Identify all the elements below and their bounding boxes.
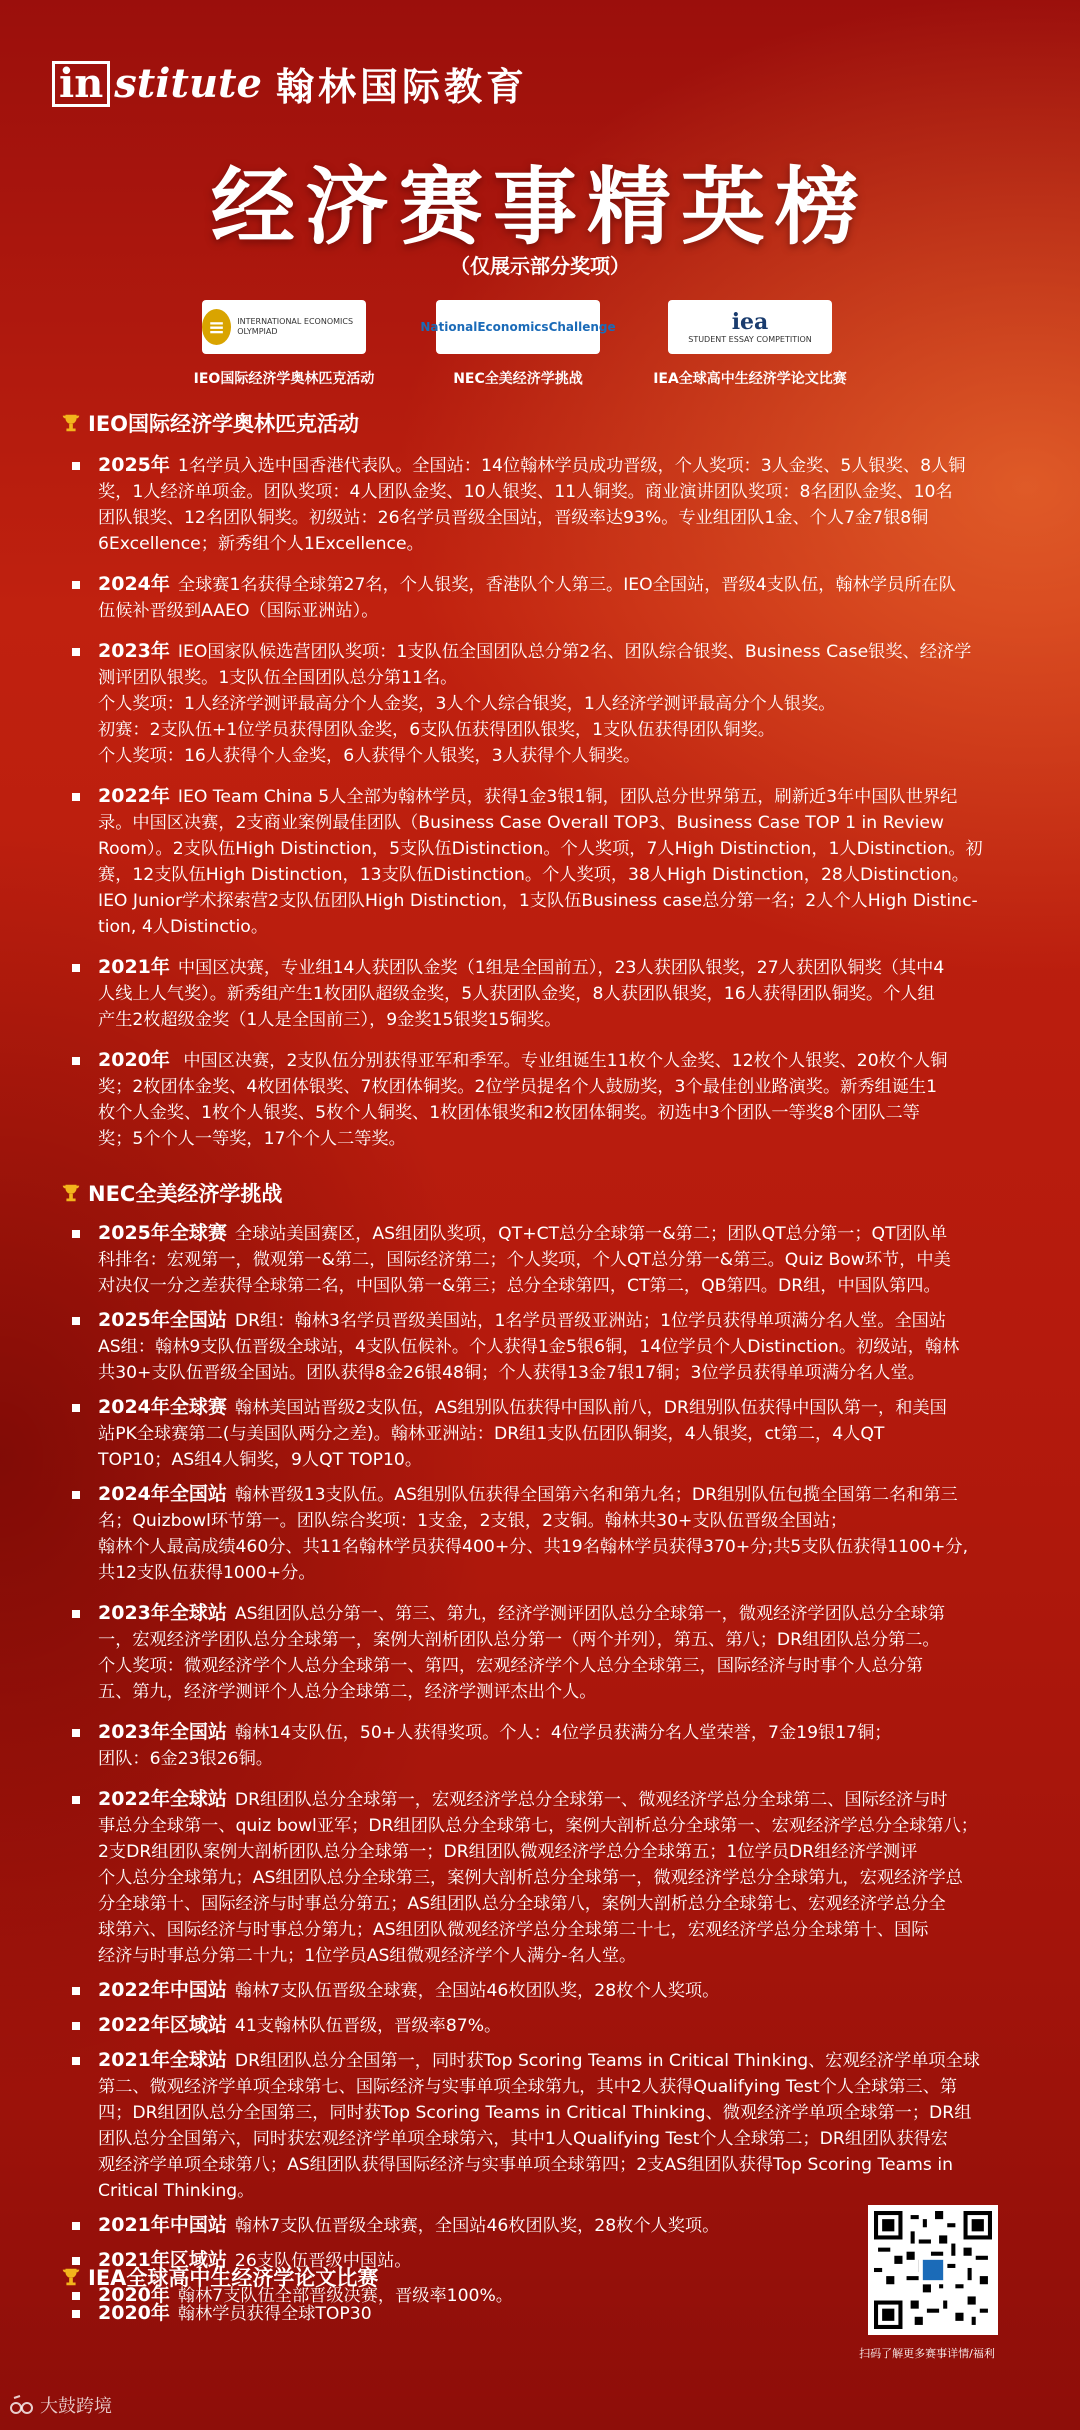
entry-line: 观经济学单项全球第八；AS组团队获得国际经济与实事单项全球第四；2支AS组团队获得Top Scoring Teams in xyxy=(98,2155,953,2175)
list-item xyxy=(60,2012,1050,2039)
entry-year: 2020年 xyxy=(98,2284,170,2306)
list-item xyxy=(60,1719,1050,1772)
ieo-logo-icon: ≡ xyxy=(202,309,231,345)
entry-year: 2021年全球站 xyxy=(98,2049,227,2071)
entry-line: AS组：翰林9支队伍晋级全球站，4支队伍候补。个人获得1金5银6铜，14位学员个人Distinction。初级站，翰林 xyxy=(98,1337,960,1357)
entry-line: 41支翰林队伍晋级，晋级率87%。 xyxy=(234,2016,502,2036)
entry-line: 初赛：2支队伍+1位学员获得团队金奖，6支队伍获得团队银奖，1支队伍获得团队铜奖。 xyxy=(98,720,775,740)
list-item xyxy=(60,1600,1050,1705)
entry-line: 五、第九，经济学测评个人总分全球第二，经济学测评杰出个人。 xyxy=(98,1682,597,1702)
qr-label: 扫码了解更多赛事详情/福利 xyxy=(859,2347,995,2360)
page-subtitle: （仅展示部分奖项） xyxy=(450,254,630,278)
list-item xyxy=(60,2047,1050,2204)
entry-line: 经济与时事总分第二十九；1位学员AS组微观经济学个人满分-名人堂。 xyxy=(98,1946,637,1966)
entry-year: 2022年区域站 xyxy=(98,2014,227,2036)
entry-year: 2021年 xyxy=(98,956,170,978)
entry-line: IEO Junior学术探索营2支队伍团队High Distinction，1支队伍Business case总分第一名；2人个人High Distinc- xyxy=(98,891,978,911)
entry-line: 人线上人气奖）。新秀组产生1枚团队超级金奖，5人获团队金奖，8人获团队银奖，16人获得团队铜奖。个人组 xyxy=(98,984,935,1004)
ieo-logo-text: INTERNATIONAL ECONOMICS OLYMPIAD xyxy=(237,317,354,336)
brand-logo-word: stitute xyxy=(114,60,262,107)
bullet-icon xyxy=(72,964,80,972)
entry-line: 赛，12支队伍High Distinction，13支队伍Distinction。个人奖项，38人High Distinction，28人Distinction。 xyxy=(98,865,969,885)
section-heading-nec xyxy=(60,1178,282,1208)
entry-line: 团队总分全国第六，同时获宏观经济学单项全球第六，其中1人Qualifying Test个人全球第二；DR组团队获得宏 xyxy=(98,2129,948,2149)
entry-year: 2024年 xyxy=(98,573,170,595)
entry-year: 2025年 xyxy=(98,454,170,476)
bullet-icon xyxy=(72,2292,80,2300)
nec-entries xyxy=(60,1220,1050,2317)
entry-year: 2022年 xyxy=(98,785,170,807)
competition-logos xyxy=(0,300,1080,390)
entry-line: IEO Team China 5人全部为翰林学员，获得1金3银1铜，团队总分世界第五，刷新近3年中国队世界纪 xyxy=(177,787,958,807)
entry-year: 2021年中国站 xyxy=(98,2214,227,2236)
entry-line: 球第六、国际经济与时事总分第九；AS组团队微观经济学总分全球第二十七，宏观经济学总分全球第十、国际 xyxy=(98,1920,929,1940)
section-heading-ieo xyxy=(60,408,359,438)
entry-line: 翰林学员获得全球TOP30 xyxy=(177,2304,372,2324)
bullet-icon xyxy=(72,581,80,589)
entry-line: 共30+支队伍晋级全国站。团队获得8金26银48铜；个人获得13金7银17铜；3位学员获得单项满分名人堂。 xyxy=(98,1363,925,1383)
entry-line: tion, 4人Distinctio。 xyxy=(98,917,269,937)
entry-line: 2支DR组团队案例大剖析团队总分全球第一；DR组团队微观经济学总分全球第五；1位学员DR组经济学测评 xyxy=(98,1842,918,1862)
entry-year: 2024年全国站 xyxy=(98,1483,227,1505)
trophy-icon xyxy=(60,1182,82,1204)
entry-line: DR组：翰林3名学员晋级美国站，1名学员晋级亚洲站；1位学员获得单项满分名人堂。全国站 xyxy=(234,1311,947,1331)
entry-line: 团队：6金23银26铜。 xyxy=(98,1749,273,1769)
bullet-icon xyxy=(72,2057,80,2065)
bullet-icon xyxy=(72,2022,80,2030)
entry-line: 奖；5个个人一等奖，17个个人二等奖。 xyxy=(98,1129,406,1149)
entry-year: 2023年全国站 xyxy=(98,1721,227,1743)
entry-line: 奖；2枚团体金奖、4枚团体银奖、7枚团体铜奖。2位学员提名个人鼓励奖，3个最佳创业路演奖。新秀组诞生1 xyxy=(98,1077,938,1097)
entry-line: 翰林7支队伍全部晋级决赛，晋级率100%。 xyxy=(177,2286,513,2306)
nec-logo-text: NationalEconomicsChallenge xyxy=(420,320,616,334)
entry-year: 2022年中国站 xyxy=(98,1979,227,2001)
entry-line: DR组团队总分全球第一，宏观经济学总分全球第一、微观经济学总分全球第二、国际经济与时 xyxy=(234,1790,948,1810)
nec-logo xyxy=(420,300,616,354)
section-heading-iea xyxy=(60,2262,378,2292)
list-item xyxy=(60,1786,1050,1969)
bullet-icon xyxy=(72,2310,80,2318)
entry-line: 产生2枚超级金奖（1人是全国前三），9金奖15银奖15铜奖。 xyxy=(98,1010,562,1030)
bullet-icon xyxy=(72,1491,80,1499)
watermark xyxy=(10,2392,112,2418)
qr-code-graphic xyxy=(874,2211,992,2329)
entry-year: 2021年区域站 xyxy=(98,2249,227,2271)
entry-line: 四；DR组团队总分全国第三，同时获Top Scoring Teams in Critical Thinking、微观经济学单项全球第一；DR组 xyxy=(98,2103,972,2123)
list-item xyxy=(60,954,1050,1033)
bullet-icon xyxy=(72,648,80,656)
watermark-text: 大鼓跨境 xyxy=(40,2396,112,2417)
entry-line: 翰林7支队伍晋级全球赛，全国站46枚团队奖，28枚个人奖项。 xyxy=(234,2216,720,2236)
entry-line: IEO国家队候选营团队奖项：1支队伍全国团队总分第2名、团队综合银奖、Business Case银奖、经济学 xyxy=(177,642,972,662)
bullet-icon xyxy=(72,1796,80,1804)
iea-logo-sub: STUDENT ESSAY COMPETITION xyxy=(688,335,812,344)
list-item xyxy=(60,1481,1050,1586)
brand-logo-prefix: in xyxy=(52,61,110,107)
trophy-icon xyxy=(60,2266,82,2288)
entry-line: 录。中国区决赛，2支商业案例最佳团队（Business Case Overall TOP3、Business Case TOP 1 in Review xyxy=(98,813,944,833)
entry-line: 团队银奖、12名团队铜奖。初级站：26名学员晋级全国站，晋级率达93%。专业组团队1金、个人7金7银8铜 xyxy=(98,508,929,528)
entry-year: 2024年全球赛 xyxy=(98,1396,227,1418)
entry-line: 第二、微观经济学单项全球第七、国际经济与实事单项全球第九，其中2人获得Qualifying Test个人全球第三、第 xyxy=(98,2077,958,2097)
entry-line: 个人奖项：微观经济学个人总分全球第一、第四，宏观经济学个人总分全球第三，国际经济与时事个人总分第 xyxy=(98,1656,924,1676)
bullet-icon xyxy=(72,2222,80,2230)
entry-line: 6Excellence；新秀组个人1Excellence。 xyxy=(98,534,424,554)
nec-label: NEC全美经济学挑战 xyxy=(453,371,583,387)
bullet-icon xyxy=(72,793,80,801)
header xyxy=(0,0,1080,130)
entry-line: 1名学员入选中国香港代表队。全国站：14位翰林学员成功晋级，个人奖项：3人金奖、5人银奖、8人铜 xyxy=(177,456,966,476)
entry-line: 测评团队银奖。1支队伍全国团队总分第11名。 xyxy=(98,668,458,688)
list-item xyxy=(60,1307,1050,1386)
list-item xyxy=(60,452,1050,557)
trophy-icon xyxy=(60,412,82,434)
entry-line: 26支队伍晋级中国站。 xyxy=(234,2251,412,2271)
entry-line: 个人奖项：16人获得个人金奖，6人获得个人银奖，3人获得个人铜奖。 xyxy=(98,746,641,766)
entry-line: DR组团队总分全国第一，同时获Top Scoring Teams in Critical Thinking、宏观经济学单项全球 xyxy=(234,2051,980,2071)
brand-name: 翰林国际教育 xyxy=(275,64,528,109)
entry-line: 翰林晋级13支队伍。AS组别队伍获得全国第六名和第九名；DR组别队伍包揽全国第二名和第三 xyxy=(234,1485,958,1505)
entry-line: 全球站美国赛区，AS组团队奖项，QT+CT总分全球第一&第二；团队QT总分第一；QT团队单 xyxy=(234,1224,948,1244)
entry-line: 翰林14支队伍，50+人获得奖项。个人：4位学员获满分名人堂荣誉，7金19银17铜； xyxy=(234,1723,892,1743)
entry-line: TOP10；AS组4人铜奖，9人QT TOP10。 xyxy=(98,1450,423,1470)
entry-line: Room）。2支队伍High Distinction，5支队伍Distinction。个人奖项，7人High Distinction，1人Distinction。初 xyxy=(98,839,983,859)
entry-line: 翰林个人最高成绩460分、共11名翰林学员获得400+分、共19名翰林学员获得370+分;共5支队伍获得1100+分, xyxy=(98,1537,969,1557)
entry-line: 对决仅一分之差获得全球第二名，中国队第一&第三；总分全球第四，CT第二，QB第四。DR组，中国队第四。 xyxy=(98,1276,941,1296)
entry-line: 分全球第十、国际经济与时事总分第五；AS组团队总分全球第八，案例大剖析总分全球第七、宏观经济学总分全 xyxy=(98,1894,946,1914)
bullet-icon xyxy=(72,1057,80,1065)
section-heading-label: IEA全球高中生经济学论文比赛 xyxy=(88,2266,379,2290)
bullet-icon xyxy=(72,1230,80,1238)
bullet-icon xyxy=(72,1610,80,1618)
entry-year: 2023年全球站 xyxy=(98,1602,227,1624)
brand-logo xyxy=(52,56,528,111)
list-item xyxy=(60,1977,1050,2004)
entry-line: 共12支队伍获得1000+分。 xyxy=(98,1563,316,1583)
list-item xyxy=(60,1394,1050,1473)
ieo-label: IEO国际经济学奥林匹克活动 xyxy=(193,371,375,387)
entry-year: 2022年全球站 xyxy=(98,1788,227,1810)
section-heading-label: NEC全美经济学挑战 xyxy=(88,1182,283,1206)
entry-line: 事总分全球第一、quiz bowl亚军；DR组团队总分全球第七，案例大剖析总分全球第一、宏观经济学总分全球第八； xyxy=(98,1816,978,1836)
iea-logo-text: iea xyxy=(731,309,769,335)
entry-line: 全球赛1名获得全球第27名，个人银奖，香港队个人第三。IEO全国站，晋级4支队伍，翰林学员所在队 xyxy=(177,575,956,595)
entry-line: Critical Thinking。 xyxy=(98,2181,255,2201)
entry-line: 中国区决赛，专业组14人获团队金奖（1组是全国前五），23人获团队银奖，27人获团队铜奖（其中4 xyxy=(177,958,945,978)
entry-year: 2020年 xyxy=(98,1049,170,1071)
entry-line: AS组团队总分第一、第三、第九，经济学测评团队总分全球第一，微观经济学团队总分全球第 xyxy=(234,1604,946,1624)
entry-line: 个人总分全球第九；AS组团队总分全球第三，案例大剖析总分全球第一，微观经济学总分全球第九，宏观经济学总 xyxy=(98,1868,963,1888)
bullet-icon xyxy=(72,1987,80,1995)
bullet-icon xyxy=(72,462,80,470)
section-heading-label: IEO国际经济学奥林匹克活动 xyxy=(88,412,360,436)
entry-line: 科排名：宏观第一，微观第一&第二，国际经济第二；个人奖项，个人QT总分第一&第三。Quiz Bow环节，中美 xyxy=(98,1250,951,1270)
entry-line: 站PK全球赛第二(与美国队两分之差)。翰林亚洲站：DR组1支队伍团队铜奖，4人银奖，ct第二，4人QT xyxy=(98,1424,885,1444)
list-item xyxy=(60,638,1050,769)
bullet-icon xyxy=(72,1404,80,1412)
entry-line: 个人奖项：1人经济学测评最高分个人金奖，3人个人综合银奖，1人经济学测评最高分个人银奖。 xyxy=(98,694,836,714)
watermark-logo-icon xyxy=(10,2394,36,2416)
entry-line: 伍候补晋级到AAEO（国际亚洲站）。 xyxy=(98,601,379,621)
entry-line: 中国区决赛，2支队伍分别获得亚军和季军。专业组诞生11枚个人金奖、12枚个人银奖、20枚个人铜 xyxy=(177,1051,948,1071)
qr-code-icon[interactable] xyxy=(868,2205,998,2335)
entry-line: 翰林7支队伍晋级全球赛，全国站46枚团队奖，28枚个人奖项。 xyxy=(234,1981,720,2001)
entry-line: 枚个人金奖、1枚个人银奖、5枚个人铜奖、1枚团体银奖和2枚团体铜奖。初选中3个团队一等奖8个团队二等 xyxy=(98,1103,920,1123)
page-title: 经济赛事精英榜 xyxy=(210,158,869,256)
iea-label: IEA全球高中生经济学论文比赛 xyxy=(653,371,847,387)
list-item xyxy=(60,571,1050,624)
bullet-icon xyxy=(72,1317,80,1325)
entry-year: 2020年 xyxy=(98,2302,170,2324)
entry-line: 一，宏观经济学团队总分全球第一，案例大剖析团队总分第一（两个并列），第五、第八；DR组团队总分第二。 xyxy=(98,1630,940,1650)
entry-year: 2025年全国站 xyxy=(98,1309,227,1331)
entry-line: 翰林美国站晋级2支队伍，AS组别队伍获得中国队前八，DR组别队伍获得中国队第一，和美国 xyxy=(234,1398,947,1418)
entry-year: 2023年 xyxy=(98,640,170,662)
entry-line: 奖，1人经济单项金。团队奖项：4人团队金奖、10人银奖、11人铜奖。商业演讲团队奖项：8名团队金奖、10名 xyxy=(98,482,953,502)
iea-logo xyxy=(668,300,832,354)
list-item xyxy=(60,783,1050,940)
list-item xyxy=(60,1220,1050,1299)
entry-year: 2025年全球赛 xyxy=(98,1222,227,1244)
entry-line: 名；Quizbowl环节第一。团队综合奖项：1支金，2支银，2支铜。翰林共30+支队伍晋级全国站； xyxy=(98,1511,848,1531)
ieo-logo xyxy=(202,300,366,354)
bullet-icon xyxy=(72,1729,80,1737)
ieo-entries xyxy=(60,452,1050,1166)
list-item xyxy=(60,1047,1050,1152)
